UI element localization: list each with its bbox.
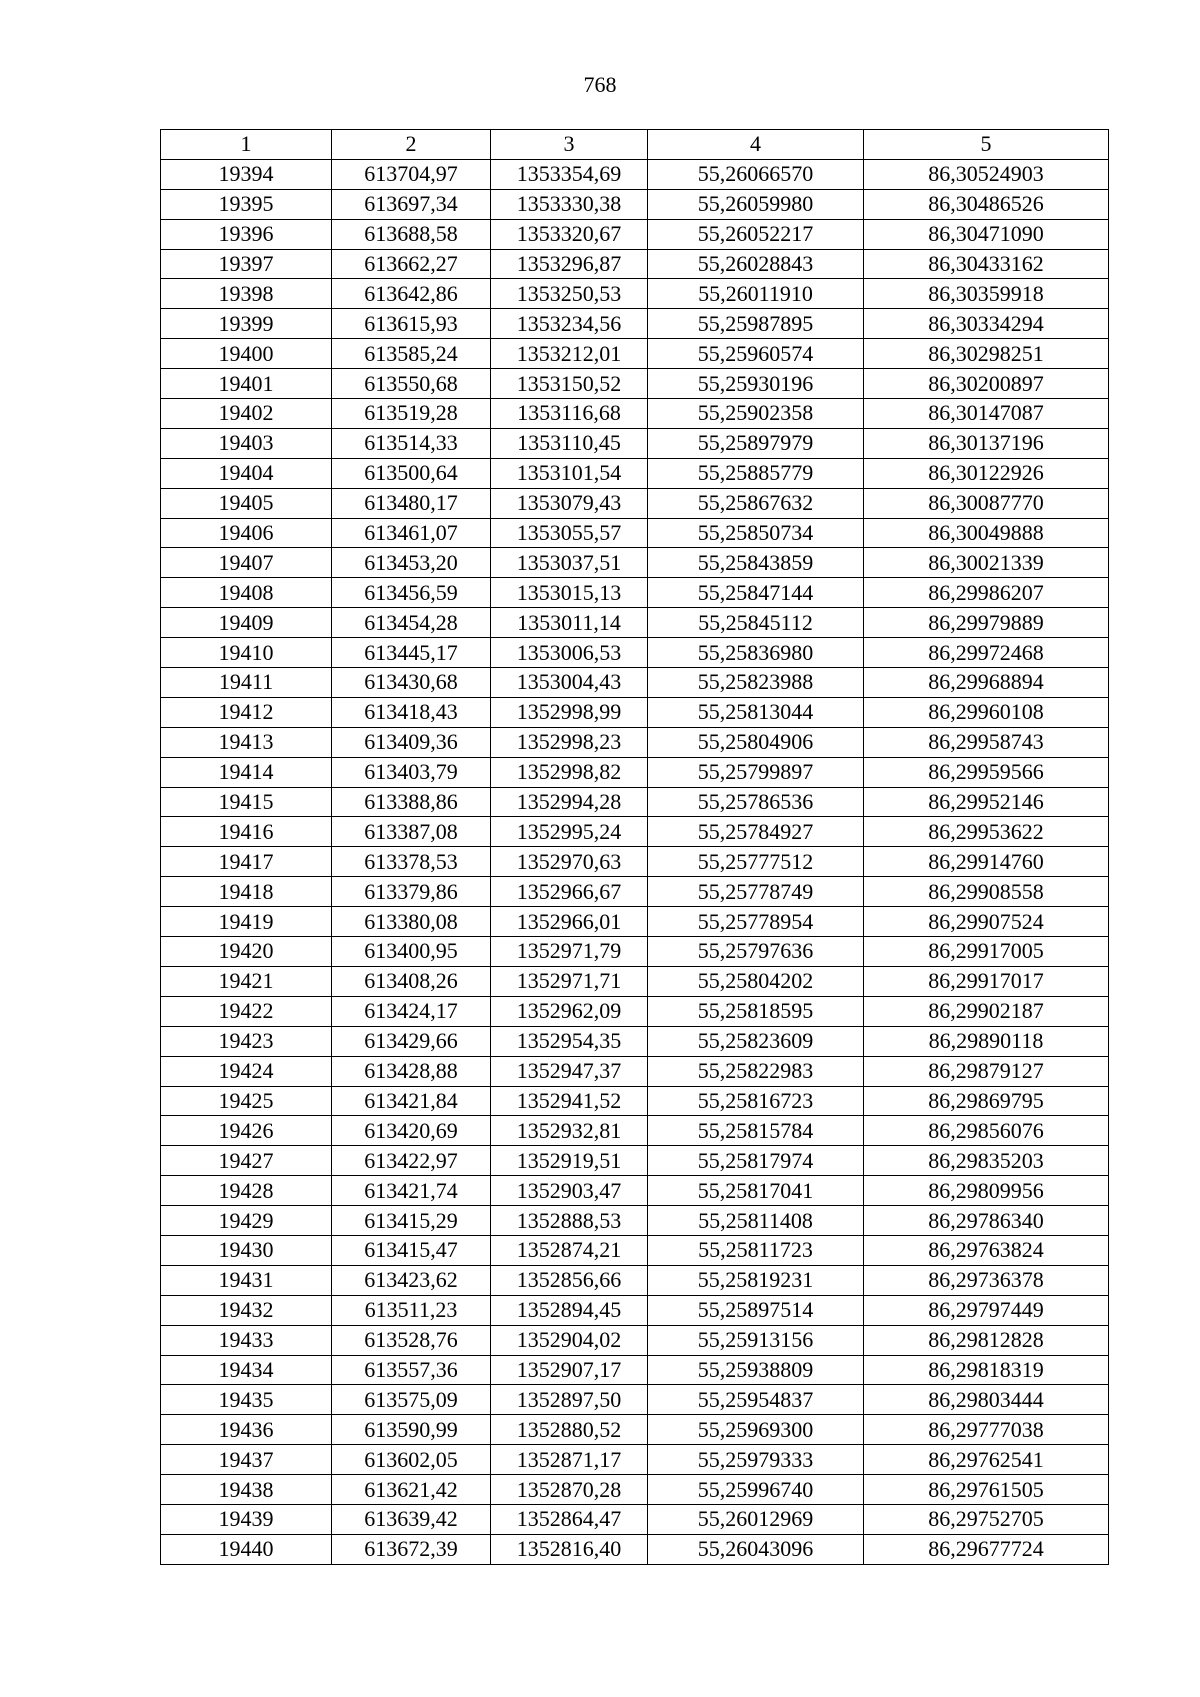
- table-cell: 613575,09: [332, 1385, 491, 1415]
- table-cell: 1353004,43: [491, 668, 648, 698]
- table-cell: 86,29869795: [864, 1086, 1109, 1116]
- table-cell: 86,29763824: [864, 1235, 1109, 1265]
- table-cell: 613424,17: [332, 996, 491, 1026]
- table-cell: 19440: [161, 1534, 332, 1564]
- table-cell: 55,25867632: [648, 488, 864, 518]
- table-cell: 19397: [161, 249, 332, 279]
- table-cell: 19409: [161, 608, 332, 638]
- table-row: [161, 488, 1109, 518]
- table-row: [161, 608, 1109, 638]
- table-cell: 55,26011910: [648, 279, 864, 309]
- table-cell: 86,29958743: [864, 727, 1109, 757]
- table-cell: 86,29917005: [864, 937, 1109, 967]
- table-cell: 55,25850734: [648, 518, 864, 548]
- table-row: [161, 668, 1109, 698]
- table-cell: 1352932,81: [491, 1116, 648, 1146]
- table-cell: 613378,53: [332, 847, 491, 877]
- table-row: [161, 1026, 1109, 1056]
- table-cell: 86,29812828: [864, 1325, 1109, 1355]
- table-cell: 613480,17: [332, 488, 491, 518]
- table-cell: 86,29968894: [864, 668, 1109, 698]
- table-cell: 1352897,50: [491, 1385, 648, 1415]
- header-cell: 1: [161, 130, 332, 160]
- table-cell: 86,30486526: [864, 189, 1109, 219]
- table-cell: 19436: [161, 1415, 332, 1445]
- header-cell: 3: [491, 130, 648, 160]
- table-cell: 1353296,87: [491, 249, 648, 279]
- table-cell: 613697,34: [332, 189, 491, 219]
- table-cell: 1352894,45: [491, 1295, 648, 1325]
- table-cell: 86,30433162: [864, 249, 1109, 279]
- table-cell: 55,25819231: [648, 1265, 864, 1295]
- table-cell: 55,25811723: [648, 1235, 864, 1265]
- table-cell: 86,29908558: [864, 877, 1109, 907]
- table-cell: 19435: [161, 1385, 332, 1415]
- header-cell: 5: [864, 130, 1109, 160]
- table-cell: 19425: [161, 1086, 332, 1116]
- table-cell: 1352998,82: [491, 757, 648, 787]
- table-cell: 19434: [161, 1355, 332, 1385]
- table-header: [161, 130, 1109, 160]
- table-cell: 55,25811408: [648, 1206, 864, 1236]
- table-cell: 613639,42: [332, 1504, 491, 1534]
- table-cell: 613688,58: [332, 219, 491, 249]
- table-cell: 19401: [161, 369, 332, 399]
- table-cell: 1352998,23: [491, 727, 648, 757]
- table-cell: 1353037,51: [491, 548, 648, 578]
- table-row: [161, 189, 1109, 219]
- table-cell: 19412: [161, 697, 332, 727]
- table-row: [161, 1056, 1109, 1086]
- table-row: [161, 1176, 1109, 1206]
- table-cell: 55,25778954: [648, 907, 864, 937]
- table-cell: 86,30021339: [864, 548, 1109, 578]
- table-cell: 1353101,54: [491, 458, 648, 488]
- table-cell: 19431: [161, 1265, 332, 1295]
- table-cell: 55,26028843: [648, 249, 864, 279]
- table-cell: 1353234,56: [491, 309, 648, 339]
- table-cell: 55,25902358: [648, 399, 864, 429]
- table-cell: 86,29890118: [864, 1026, 1109, 1056]
- table-row: [161, 428, 1109, 458]
- table-cell: 55,25817974: [648, 1146, 864, 1176]
- table-row: [161, 757, 1109, 787]
- table-cell: 86,29809956: [864, 1176, 1109, 1206]
- table-cell: 1352995,24: [491, 817, 648, 847]
- table-row: [161, 877, 1109, 907]
- table-row: [161, 399, 1109, 429]
- table-cell: 86,29761505: [864, 1475, 1109, 1505]
- table-cell: 19423: [161, 1026, 332, 1056]
- table-cell: 55,25818595: [648, 996, 864, 1026]
- table-cell: 1353055,57: [491, 518, 648, 548]
- table-cell: 86,29914760: [864, 847, 1109, 877]
- table-cell: 19406: [161, 518, 332, 548]
- table-row: [161, 1475, 1109, 1505]
- table-cell: 613421,74: [332, 1176, 491, 1206]
- table-cell: 86,29917017: [864, 966, 1109, 996]
- table-cell: 55,25816723: [648, 1086, 864, 1116]
- table-cell: 613642,86: [332, 279, 491, 309]
- table-cell: 19418: [161, 877, 332, 907]
- table-row: [161, 817, 1109, 847]
- table-cell: 19413: [161, 727, 332, 757]
- table-cell: 55,25843859: [648, 548, 864, 578]
- table-cell: 19432: [161, 1295, 332, 1325]
- table-cell: 613500,64: [332, 458, 491, 488]
- table-cell: 19439: [161, 1504, 332, 1534]
- table-cell: 1352871,17: [491, 1445, 648, 1475]
- table-cell: 613380,08: [332, 907, 491, 937]
- table-cell: 1352998,99: [491, 697, 648, 727]
- table-cell: 1352880,52: [491, 1415, 648, 1445]
- table-cell: 55,25885779: [648, 458, 864, 488]
- table-cell: 19415: [161, 787, 332, 817]
- table-cell: 19424: [161, 1056, 332, 1086]
- header-cell: 2: [332, 130, 491, 160]
- table-cell: 613430,68: [332, 668, 491, 698]
- table-cell: 55,25847144: [648, 578, 864, 608]
- table-row: [161, 279, 1109, 309]
- table-cell: 55,25786536: [648, 787, 864, 817]
- table-cell: 613387,08: [332, 817, 491, 847]
- table-cell: 19403: [161, 428, 332, 458]
- table-cell: 613422,97: [332, 1146, 491, 1176]
- table-cell: 86,29986207: [864, 578, 1109, 608]
- table-cell: 613421,84: [332, 1086, 491, 1116]
- table-cell: 86,29960108: [864, 697, 1109, 727]
- table-cell: 55,25969300: [648, 1415, 864, 1445]
- table-cell: 1353250,53: [491, 279, 648, 309]
- table-cell: 55,25784927: [648, 817, 864, 847]
- table-cell: 613400,95: [332, 937, 491, 967]
- table-cell: 19416: [161, 817, 332, 847]
- table-row: [161, 966, 1109, 996]
- table-cell: 55,25799897: [648, 757, 864, 787]
- table-cell: 55,26043096: [648, 1534, 864, 1564]
- table-row: [161, 339, 1109, 369]
- table-cell: 19422: [161, 996, 332, 1026]
- table-cell: 86,29972468: [864, 638, 1109, 668]
- table-cell: 86,29736378: [864, 1265, 1109, 1295]
- table-cell: 1352954,35: [491, 1026, 648, 1056]
- table-cell: 1352919,51: [491, 1146, 648, 1176]
- table-cell: 1353150,52: [491, 369, 648, 399]
- table-cell: 55,25897514: [648, 1295, 864, 1325]
- table-cell: 86,29979889: [864, 608, 1109, 638]
- table-cell: 86,29835203: [864, 1146, 1109, 1176]
- table-cell: 86,29902187: [864, 996, 1109, 1026]
- table-cell: 613403,79: [332, 757, 491, 787]
- table-cell: 19437: [161, 1445, 332, 1475]
- table-cell: 55,26066570: [648, 159, 864, 189]
- table-cell: 1352856,66: [491, 1265, 648, 1295]
- table-cell: 1353354,69: [491, 159, 648, 189]
- table-cell: 613621,42: [332, 1475, 491, 1505]
- table-cell: 55,25777512: [648, 847, 864, 877]
- table-cell: 55,25996740: [648, 1475, 864, 1505]
- table-row: [161, 1355, 1109, 1385]
- table-cell: 1352874,21: [491, 1235, 648, 1265]
- table-cell: 19414: [161, 757, 332, 787]
- table-cell: 19433: [161, 1325, 332, 1355]
- table-cell: 1353079,43: [491, 488, 648, 518]
- table-cell: 86,30147087: [864, 399, 1109, 429]
- table-cell: 613423,62: [332, 1265, 491, 1295]
- table-cell: 19426: [161, 1116, 332, 1146]
- table-cell: 19420: [161, 937, 332, 967]
- coordinates-table: [160, 129, 1109, 1565]
- table-row: [161, 1146, 1109, 1176]
- table-row: [161, 1295, 1109, 1325]
- table-cell: 86,30471090: [864, 219, 1109, 249]
- table-cell: 86,29762541: [864, 1445, 1109, 1475]
- table-cell: 86,29752705: [864, 1504, 1109, 1534]
- table-cell: 19429: [161, 1206, 332, 1236]
- table-cell: 613388,86: [332, 787, 491, 817]
- table-row: [161, 309, 1109, 339]
- table-row: [161, 787, 1109, 817]
- table-cell: 86,29952146: [864, 787, 1109, 817]
- table-cell: 613445,17: [332, 638, 491, 668]
- table-cell: 55,25815784: [648, 1116, 864, 1146]
- table-cell: 19394: [161, 159, 332, 189]
- table-cell: 613453,20: [332, 548, 491, 578]
- table-cell: 86,29777038: [864, 1415, 1109, 1445]
- table-cell: 613528,76: [332, 1325, 491, 1355]
- table-cell: 86,29907524: [864, 907, 1109, 937]
- table-row: [161, 1385, 1109, 1415]
- table-cell: 55,26059980: [648, 189, 864, 219]
- header-cell: 4: [648, 130, 864, 160]
- table-cell: 86,30359918: [864, 279, 1109, 309]
- table-cell: 55,25979333: [648, 1445, 864, 1475]
- header-row: [161, 130, 1109, 160]
- table-cell: 19408: [161, 578, 332, 608]
- table-row: [161, 907, 1109, 937]
- table-cell: 55,26012969: [648, 1504, 864, 1534]
- table-cell: 86,30334294: [864, 309, 1109, 339]
- table-cell: 1352816,40: [491, 1534, 648, 1564]
- table-row: [161, 578, 1109, 608]
- table-cell: 19419: [161, 907, 332, 937]
- table-cell: 1352971,71: [491, 966, 648, 996]
- table-cell: 613454,28: [332, 608, 491, 638]
- table-cell: 55,25797636: [648, 937, 864, 967]
- table-cell: 55,25897979: [648, 428, 864, 458]
- table-cell: 1352966,01: [491, 907, 648, 937]
- table-cell: 19402: [161, 399, 332, 429]
- table-cell: 613511,23: [332, 1295, 491, 1325]
- table-cell: 1352970,63: [491, 847, 648, 877]
- table-cell: 613379,86: [332, 877, 491, 907]
- table-cell: 55,26052217: [648, 219, 864, 249]
- table-cell: 1353212,01: [491, 339, 648, 369]
- table-cell: 55,25938809: [648, 1355, 864, 1385]
- table-cell: 19399: [161, 309, 332, 339]
- table-cell: 86,30137196: [864, 428, 1109, 458]
- table-cell: 86,29953622: [864, 817, 1109, 847]
- table-cell: 19438: [161, 1475, 332, 1505]
- table-cell: 86,29818319: [864, 1355, 1109, 1385]
- table-cell: 19395: [161, 189, 332, 219]
- table-cell: 19411: [161, 668, 332, 698]
- table-cell: 1352907,17: [491, 1355, 648, 1385]
- table-row: [161, 697, 1109, 727]
- table-cell: 55,25930196: [648, 369, 864, 399]
- table-cell: 613662,27: [332, 249, 491, 279]
- table-cell: 55,25987895: [648, 309, 864, 339]
- table-row: [161, 1415, 1109, 1445]
- table-cell: 1352888,53: [491, 1206, 648, 1236]
- table-cell: 613456,59: [332, 578, 491, 608]
- table-cell: 613672,39: [332, 1534, 491, 1564]
- table-cell: 613429,66: [332, 1026, 491, 1056]
- table-cell: 86,29959566: [864, 757, 1109, 787]
- page-number: 768: [583, 72, 617, 97]
- table-cell: 1353116,68: [491, 399, 648, 429]
- table-cell: 19404: [161, 458, 332, 488]
- table-cell: 1352962,09: [491, 996, 648, 1026]
- table-row: [161, 847, 1109, 877]
- table-cell: 55,25836980: [648, 638, 864, 668]
- table-cell: 613585,24: [332, 339, 491, 369]
- table-cell: 1352994,28: [491, 787, 648, 817]
- table-cell: 19427: [161, 1146, 332, 1176]
- table-cell: 1353006,53: [491, 638, 648, 668]
- table-row: [161, 1086, 1109, 1116]
- table-cell: 86,30087770: [864, 488, 1109, 518]
- table-row: [161, 1445, 1109, 1475]
- table-cell: 1352966,67: [491, 877, 648, 907]
- table-cell: 613461,07: [332, 518, 491, 548]
- table-cell: 613550,68: [332, 369, 491, 399]
- table-cell: 613557,36: [332, 1355, 491, 1385]
- table-cell: 613415,29: [332, 1206, 491, 1236]
- table-row: [161, 1504, 1109, 1534]
- table-cell: 55,25960574: [648, 339, 864, 369]
- table-cell: 613415,47: [332, 1235, 491, 1265]
- table-row: [161, 1265, 1109, 1295]
- table-cell: 1352971,79: [491, 937, 648, 967]
- table-cell: 19417: [161, 847, 332, 877]
- table-cell: 86,30298251: [864, 339, 1109, 369]
- table-cell: 1352870,28: [491, 1475, 648, 1505]
- table-cell: 55,25813044: [648, 697, 864, 727]
- table-row: [161, 937, 1109, 967]
- table-cell: 86,30122926: [864, 458, 1109, 488]
- table-row: [161, 638, 1109, 668]
- table-row: [161, 518, 1109, 548]
- table-cell: 613615,93: [332, 309, 491, 339]
- table-cell: 19400: [161, 339, 332, 369]
- table-row: [161, 727, 1109, 757]
- table-cell: 86,30200897: [864, 369, 1109, 399]
- table-cell: 55,25778749: [648, 877, 864, 907]
- table-cell: 1352904,02: [491, 1325, 648, 1355]
- table-cell: 55,25804906: [648, 727, 864, 757]
- table-cell: 19430: [161, 1235, 332, 1265]
- table-cell: 86,29879127: [864, 1056, 1109, 1086]
- table-row: [161, 996, 1109, 1026]
- table-cell: 86,29677724: [864, 1534, 1109, 1564]
- table-cell: 55,25954837: [648, 1385, 864, 1415]
- table-cell: 1353015,13: [491, 578, 648, 608]
- table-row: [161, 1325, 1109, 1355]
- table-cell: 55,25845112: [648, 608, 864, 638]
- table-cell: 55,25817041: [648, 1176, 864, 1206]
- table-cell: 1352941,52: [491, 1086, 648, 1116]
- table-row: [161, 159, 1109, 189]
- table-row: [161, 1206, 1109, 1236]
- table-cell: 55,25823988: [648, 668, 864, 698]
- table-row: [161, 249, 1109, 279]
- table-cell: 1353330,38: [491, 189, 648, 219]
- table-cell: 55,25823609: [648, 1026, 864, 1056]
- table-cell: 86,29803444: [864, 1385, 1109, 1415]
- table-cell: 86,29786340: [864, 1206, 1109, 1236]
- table-cell: 86,29856076: [864, 1116, 1109, 1146]
- table-row: [161, 548, 1109, 578]
- table-cell: 613602,05: [332, 1445, 491, 1475]
- table-cell: 613409,36: [332, 727, 491, 757]
- table-cell: 55,25822983: [648, 1056, 864, 1086]
- table-cell: 19428: [161, 1176, 332, 1206]
- table-cell: 86,30049888: [864, 518, 1109, 548]
- table-cell: 86,30524903: [864, 159, 1109, 189]
- table-cell: 19405: [161, 488, 332, 518]
- table-cell: 1353110,45: [491, 428, 648, 458]
- table-cell: 55,25804202: [648, 966, 864, 996]
- table-cell: 613514,33: [332, 428, 491, 458]
- table-row: [161, 1534, 1109, 1564]
- table-cell: 55,25913156: [648, 1325, 864, 1355]
- table-cell: 1352947,37: [491, 1056, 648, 1086]
- table-body: [161, 159, 1109, 1564]
- table-cell: 613519,28: [332, 399, 491, 429]
- table-cell: 19396: [161, 219, 332, 249]
- table-cell: 613704,97: [332, 159, 491, 189]
- table-cell: 613420,69: [332, 1116, 491, 1146]
- table-cell: 1352903,47: [491, 1176, 648, 1206]
- table-row: [161, 369, 1109, 399]
- table-row: [161, 458, 1109, 488]
- table-cell: 86,29797449: [864, 1295, 1109, 1325]
- table-row: [161, 1116, 1109, 1146]
- table-cell: 1353011,14: [491, 608, 648, 638]
- table-row: [161, 219, 1109, 249]
- table-cell: 19410: [161, 638, 332, 668]
- table-cell: 19421: [161, 966, 332, 996]
- table-cell: 613418,43: [332, 697, 491, 727]
- table-cell: 613428,88: [332, 1056, 491, 1086]
- table-cell: 613590,99: [332, 1415, 491, 1445]
- table-row: [161, 1235, 1109, 1265]
- table-cell: 1353320,67: [491, 219, 648, 249]
- table-cell: 613408,26: [332, 966, 491, 996]
- table-cell: 1352864,47: [491, 1504, 648, 1534]
- table-cell: 19407: [161, 548, 332, 578]
- table-cell: 19398: [161, 279, 332, 309]
